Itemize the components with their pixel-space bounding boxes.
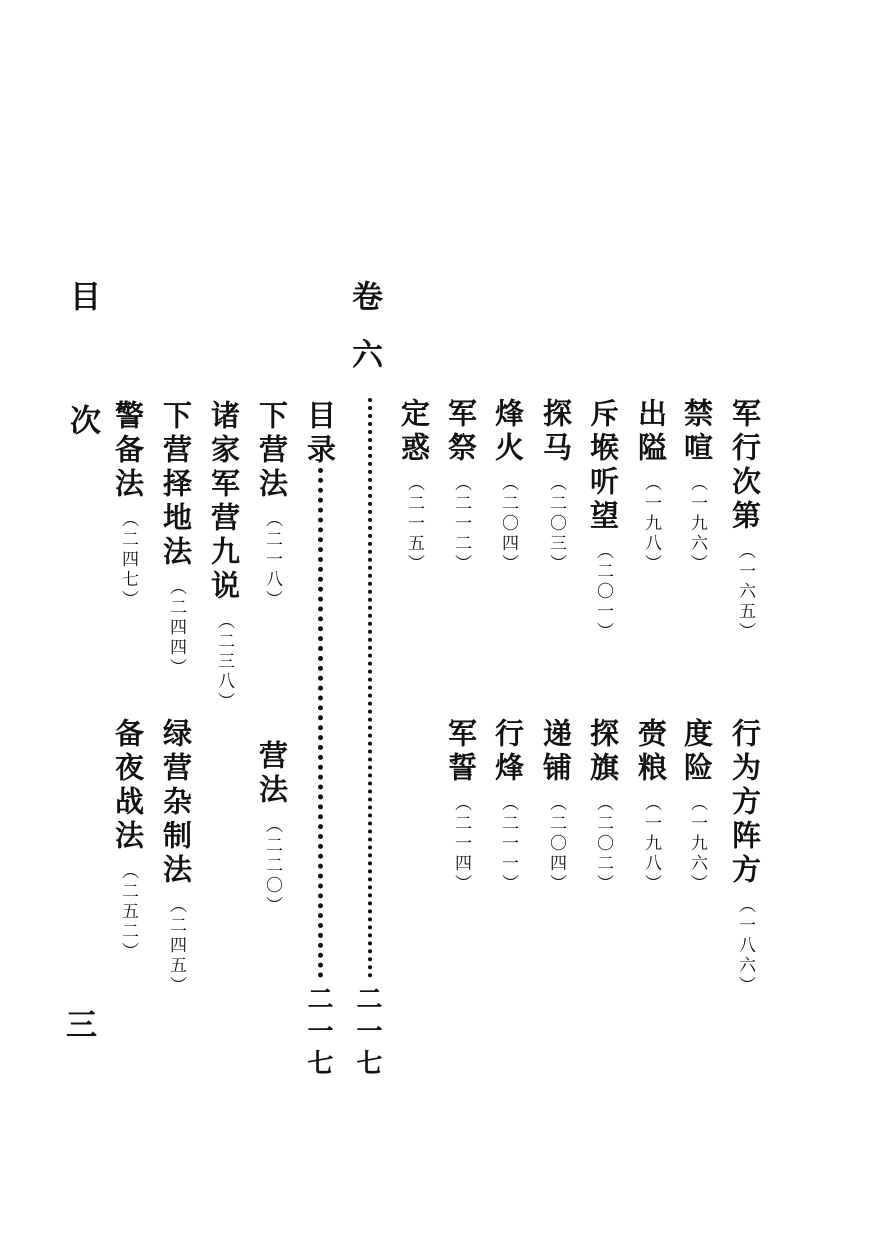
entry-page: （二一八） [262, 510, 282, 610]
toc-entry [491, 718, 525, 894]
volume-number: 六 [346, 338, 382, 369]
entry-title: 递铺 [539, 718, 573, 786]
entry-page: （二三八） [214, 612, 234, 712]
index-page: 二一七 [303, 985, 333, 1081]
toc-entry [539, 398, 573, 574]
entry-title: 烽火 [491, 398, 525, 466]
entry-title: 备夜战法 [111, 718, 145, 854]
entry-page: （二〇四） [546, 794, 566, 894]
entry-title: 行为方阵方 [728, 718, 762, 888]
toc-entry [728, 398, 762, 642]
entry-title: 营法 [255, 740, 289, 808]
toc-entry [397, 398, 431, 574]
entry-page: （二五二） [118, 862, 138, 962]
entry-page: （二四四） [166, 578, 186, 678]
entry-page: （二一一） [498, 794, 518, 894]
entry-title: 下营择地法 [159, 400, 193, 570]
entry-title: 定惑 [397, 398, 431, 466]
entry-title: 赍粮 [634, 718, 668, 786]
toc-entry [680, 398, 714, 574]
entry-title: 出隘 [634, 398, 668, 466]
entry-page: （二二〇） [262, 816, 282, 916]
toc-entry [586, 398, 620, 642]
entry-page: （二一二） [451, 474, 471, 574]
dotted-leader [318, 468, 323, 978]
entry-title: 军誓 [444, 718, 478, 786]
toc-entry [680, 718, 714, 894]
entry-page: （一六五） [735, 542, 755, 642]
page-number: 三 [60, 1008, 96, 1039]
entry-title: 度险 [680, 718, 714, 786]
toc-entry [159, 718, 193, 996]
entry-page: （二〇四） [498, 474, 518, 574]
toc-entry [207, 400, 241, 712]
entry-page: （一九六） [687, 794, 707, 894]
entry-page: （一九八） [641, 794, 661, 894]
toc-entry [255, 400, 289, 610]
volume-page: 二一七 [352, 985, 382, 1081]
entry-page: （一八六） [735, 896, 755, 996]
entry-page: （二〇三） [546, 474, 566, 574]
entry-title: 警备法 [111, 400, 145, 502]
entry-title: 探旗 [586, 718, 620, 786]
dotted-leader [368, 398, 372, 978]
entry-title: 绿营杂制法 [159, 718, 193, 888]
toc-entry [255, 740, 289, 916]
toc-entry [111, 718, 145, 962]
toc-entry [634, 398, 668, 574]
entry-page: （二〇一） [593, 542, 613, 642]
entry-title: 诸家军营九说 [207, 400, 241, 604]
entry-title: 探马 [539, 398, 573, 466]
contents-heading-1: 目 [64, 280, 100, 311]
entry-title: 目录 [303, 400, 337, 468]
contents-heading-2: 次 [64, 404, 100, 435]
toc-entry [444, 398, 478, 574]
toc-entry [159, 400, 193, 678]
toc-entry [634, 718, 668, 894]
index-entry-title [303, 400, 337, 468]
entry-page: （一九六） [687, 474, 707, 574]
toc-entry [111, 400, 145, 610]
toc-entry [539, 718, 573, 894]
entry-page: （二一五） [404, 474, 424, 574]
entry-page: （二一四） [451, 794, 471, 894]
entry-title: 军行次第 [728, 398, 762, 534]
entry-page: （二四五） [166, 896, 186, 996]
entry-page: （一九八） [641, 474, 661, 574]
entry-page: （二四七） [118, 510, 138, 610]
volume-heading: 卷 [346, 280, 382, 311]
toc-entry [586, 718, 620, 894]
entry-title: 行烽 [491, 718, 525, 786]
entry-title: 下营法 [255, 400, 289, 502]
toc-entry [491, 398, 525, 574]
entry-title: 斥堠听望 [586, 398, 620, 534]
entry-page: （二〇二） [593, 794, 613, 894]
entry-title: 军祭 [444, 398, 478, 466]
entry-title: 禁喧 [680, 398, 714, 466]
toc-entry [728, 718, 762, 996]
toc-entry [444, 718, 478, 894]
